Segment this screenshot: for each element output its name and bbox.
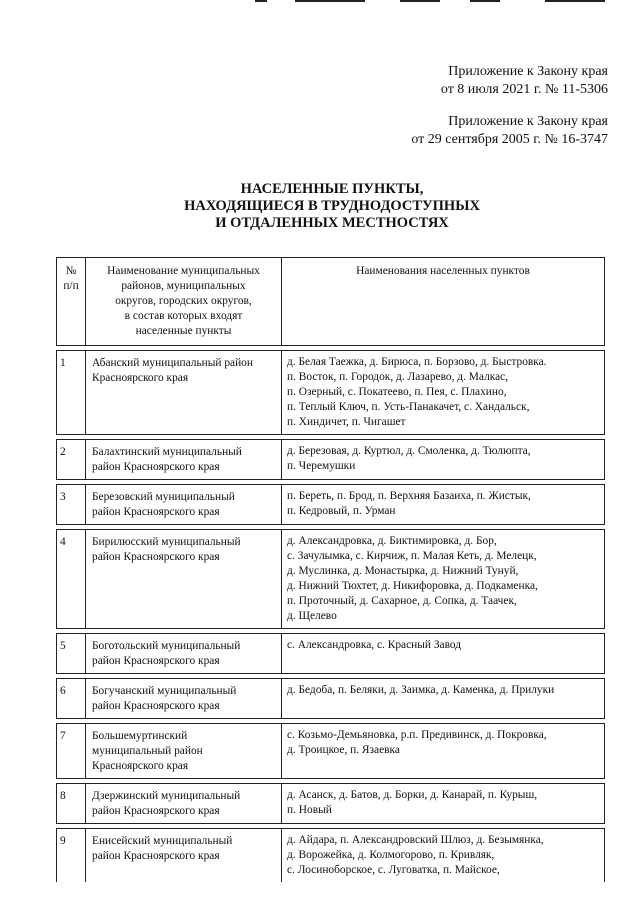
- row-number: 8: [56, 783, 86, 824]
- municipality-name: [86, 529, 282, 629]
- municipality-line: район Красноярского края: [92, 850, 220, 862]
- appendix-date-number: от 29 сентября 2005 г. № 16-3747: [411, 132, 608, 147]
- settlements-list: [282, 828, 605, 882]
- table-body: [56, 350, 605, 882]
- row-number: 9: [56, 828, 86, 882]
- settlements-line: п. Кедровый, п. Урман: [287, 505, 396, 517]
- municipality-line: Бирилюсский муниципальный: [92, 536, 241, 548]
- settlements-line: д. Нижний Тюхтет, д. Никифоровка, д. Подкаменка,: [287, 580, 538, 592]
- municipality-name: [86, 350, 282, 435]
- municipality-line: муниципальный район: [92, 745, 203, 757]
- header-municipality: Наименование муниципальных районов, муниципальных округов, городских округов, в состав которых входят населенные пункты: [86, 257, 282, 346]
- settlements-line: с. Александровка, с. Красный Завод: [287, 639, 462, 651]
- municipality-line: район Красноярского края: [92, 700, 220, 712]
- table-header-row: [56, 257, 605, 346]
- municipality-line: район Красноярского края: [92, 805, 220, 817]
- settlements-list: [282, 723, 605, 779]
- municipality-line: Боготольский муниципальный: [92, 640, 241, 652]
- settlements-line: п. Восток, п. Городок, д. Лазарево, д. Малкас,: [287, 371, 509, 383]
- municipality-line: Балахтинский муниципальный: [92, 446, 242, 458]
- row-number: 1: [56, 350, 86, 435]
- settlements-line: д. Александровка, д. Биктимировка, д. Бор,: [287, 535, 497, 547]
- header-number: № п/п: [56, 257, 86, 346]
- row-number: 3: [56, 484, 86, 525]
- municipality-line: Енисейский муниципальный: [92, 835, 233, 847]
- settlements-line: п. Проточный, д. Сахарное, д. Сопка, д. Таачек,: [287, 595, 517, 607]
- settlements-line: п. Черемушки: [287, 460, 356, 472]
- settlements-line: п. Озерный, с. Покатеево, п. Пея, с. Плахино,: [287, 386, 507, 398]
- table-row: [56, 723, 605, 779]
- title-line: И ОТДАЛЕННЫХ МЕСТНОСТЯХ: [215, 215, 449, 231]
- settlements-list: [282, 529, 605, 629]
- municipality-line: Красноярского края: [92, 372, 189, 384]
- settlements-line: д. Айдара, п. Александровский Шлюз, д. Безымянка,: [287, 834, 544, 846]
- municipality-name: [86, 439, 282, 480]
- settlements-table: [56, 253, 605, 886]
- settlements-line: д. Ворожейка, д. Колмогорово, п. Кривляк,: [287, 849, 495, 861]
- row-number: 6: [56, 678, 86, 719]
- municipality-name: [86, 633, 282, 674]
- municipality-name: [86, 484, 282, 525]
- table-row: [56, 529, 605, 629]
- table-row: [56, 484, 605, 525]
- settlements-line: с. Лосиноборское, с. Луговатка, п. Майское,: [287, 864, 500, 876]
- settlements-line: д. Бедоба, п. Беляки, д. Заимка, д. Каменка, д. Прилуки: [287, 684, 555, 696]
- settlements-line: д. Березовая, д. Куртюл, д. Смоленка, д. Тюлюпта,: [287, 445, 531, 457]
- settlements-line: с. Козьмо-Демьяновка, р.п. Предивинск, д. Покровка,: [287, 729, 547, 741]
- municipality-line: Большемуртинский: [92, 730, 188, 742]
- municipality-line: Абанский муниципальный район: [92, 357, 253, 369]
- table-row: [56, 678, 605, 719]
- settlements-line: д. Асанск, д. Батов, д. Борки, д. Канарай, п. Курыш,: [287, 789, 538, 801]
- table-row: [56, 633, 605, 674]
- settlements-line: д. Троицкое, п. Язаевка: [287, 744, 400, 756]
- settlements-line: п. Теплый Ключ, п. Усть-Панакачет, с. Хандальск,: [287, 401, 530, 413]
- municipality-line: Богучанский муниципальный: [92, 685, 237, 697]
- settlements-line: д. Муслинка, д. Монастырка, д. Нижний Тунуй,: [287, 565, 519, 577]
- municipality-line: район Красноярского края: [92, 655, 220, 667]
- appendix-current-law: [441, 63, 608, 99]
- municipality-line: район Красноярского края: [92, 461, 220, 473]
- settlements-line: п. Береть, п. Брод, п. Верхняя Базаиха, п. Жистык,: [287, 490, 531, 502]
- settlements-line: д. Щелево: [287, 610, 337, 622]
- title-line: НАСЕЛЕННЫЕ ПУНКТЫ,: [240, 181, 424, 197]
- settlements-line: п. Новый: [287, 804, 332, 816]
- settlements-list: [282, 633, 605, 674]
- settlements-list: [282, 678, 605, 719]
- appendix-title: Приложение к Закону края: [448, 64, 608, 79]
- title-line: НАХОДЯЩИЕСЯ В ТРУДНОДОСТУПНЫХ: [184, 198, 480, 214]
- settlements-line: д. Белая Таежка, д. Бирюса, п. Борзово, д. Быстровка.: [287, 356, 547, 368]
- settlements-line: п. Хиндичет, п. Чигашет: [287, 416, 406, 428]
- table-row: [56, 350, 605, 435]
- appendix-original-law: [411, 113, 608, 149]
- municipality-name: [86, 723, 282, 779]
- appendix-date-number: от 8 июля 2021 г. № 11-5306: [440, 82, 608, 97]
- settlements-list: [282, 350, 605, 435]
- row-number: 2: [56, 439, 86, 480]
- municipality-line: Дзержинский муниципальный: [92, 790, 241, 802]
- table-row: [56, 783, 605, 824]
- row-number: 4: [56, 529, 86, 629]
- scan-artifact-marks: [255, 0, 615, 4]
- municipality-line: район Красноярского края: [92, 551, 220, 563]
- settlements-list: [282, 439, 605, 480]
- settlements-list: [282, 484, 605, 525]
- municipality-line: Красноярского края: [92, 760, 189, 772]
- municipality-name: [86, 828, 282, 882]
- table-row: [56, 828, 605, 882]
- document-title: [0, 181, 640, 232]
- municipality-name: [86, 783, 282, 824]
- municipality-line: район Красноярского края: [92, 506, 220, 518]
- header-places: Наименования населенных пунктов: [282, 257, 605, 346]
- row-number: 5: [56, 633, 86, 674]
- row-number: 7: [56, 723, 86, 779]
- municipality-name: [86, 678, 282, 719]
- municipality-line: Березовский муниципальный: [92, 491, 235, 503]
- settlements-line: с. Зачулымка, с. Кирчиж, п. Малая Кеть, д. Мелецк,: [287, 550, 537, 562]
- appendix-title: Приложение к Закону края: [448, 114, 608, 129]
- settlements-list: [282, 783, 605, 824]
- table-row: [56, 439, 605, 480]
